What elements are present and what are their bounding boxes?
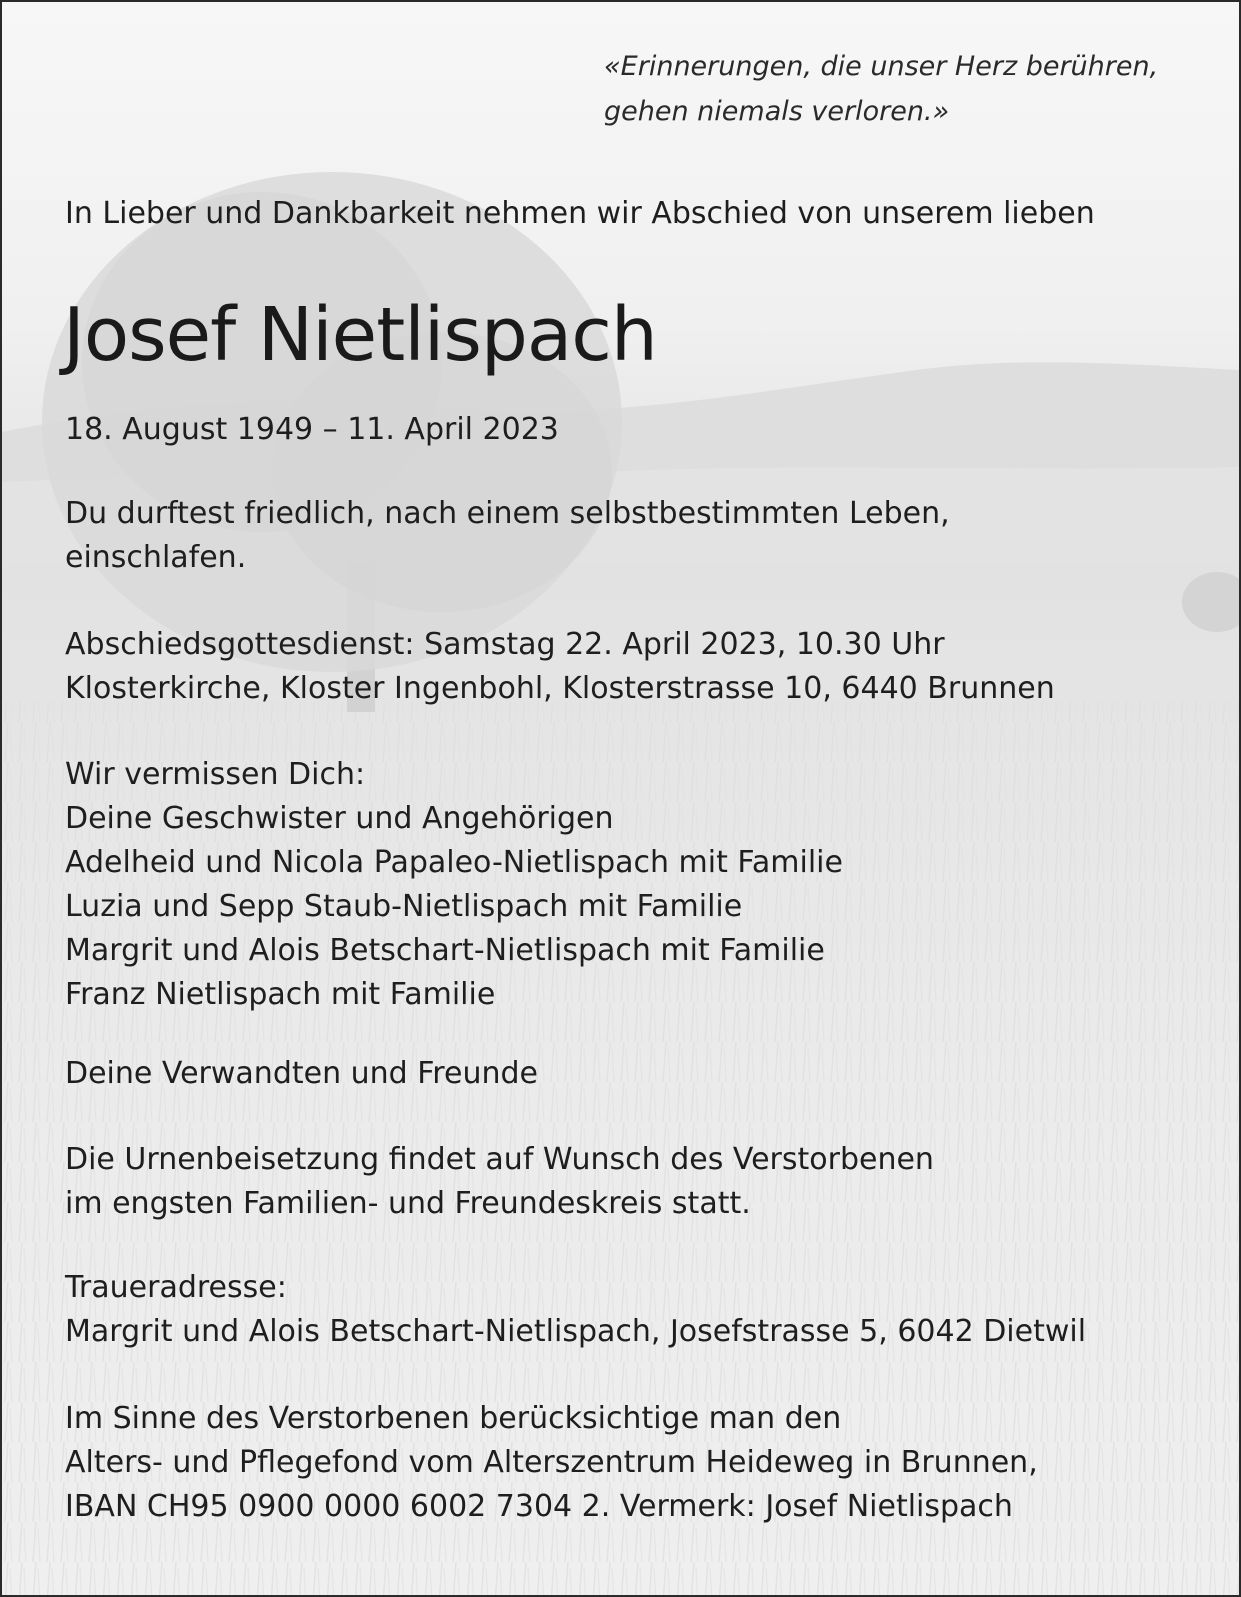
donation-line: Im Sinne des Verstorbenen berücksichtige man den xyxy=(65,1401,842,1436)
service-line: Abschiedsgottesdienst: Samstag 22. April 2023, 10.30 Uhr xyxy=(65,627,945,662)
service-line: Klosterkirche, Kloster Ingenbohl, Klosterstrasse 10, 6440 Brunnen xyxy=(65,671,1055,706)
mourner-item: Franz Nietlispach mit Familie xyxy=(65,977,496,1012)
mourner-item: Deine Geschwister und Angehörigen xyxy=(65,801,614,836)
donation-line: Alters- und Pflegefond vom Alterszentrum Heideweg in Brunnen, xyxy=(65,1445,1038,1480)
mourners-heading: Wir vermissen Dich: xyxy=(65,757,366,792)
motto-quote xyxy=(604,44,1158,134)
farewell-line: einschlafen. xyxy=(65,540,247,575)
mourning-address xyxy=(65,1266,1086,1354)
life-dates: 18. August 1949 – 11. April 2023 xyxy=(65,412,559,447)
obituary-text xyxy=(2,2,1239,1595)
donation-info xyxy=(65,1397,1038,1529)
address-value: Margrit und Alois Betschart-Nietlispach, Josefstrasse 5, 6042 Dietwil xyxy=(65,1314,1087,1349)
service-info xyxy=(65,623,1055,711)
burial-line: Die Urnenbeisetzung findet auf Wunsch des Verstorbenen xyxy=(65,1142,934,1177)
mourner-item: Adelheid und Nicola Papaleo-Nietlispach mit Familie xyxy=(65,845,843,880)
burial-line: im engsten Familien- und Freundeskreis statt. xyxy=(65,1186,751,1221)
mourners-list xyxy=(65,753,843,1017)
motto-line: «Erinnerungen, die unser Herz berühren, xyxy=(604,51,1159,82)
farewell-text xyxy=(65,492,950,580)
deceased-name: Josef Nietlispach xyxy=(63,292,657,378)
farewell-line: Du durftest friedlich, nach einem selbstbestimmten Leben, xyxy=(65,496,950,531)
relatives-text: Deine Verwandten und Freunde xyxy=(65,1056,538,1091)
donation-line: IBAN CH95 0900 0000 6002 7304 2. Vermerk: Josef Nietlispach xyxy=(65,1489,1013,1524)
address-label: Traueradresse: xyxy=(65,1270,287,1305)
mourner-item: Luzia und Sepp Staub-Nietlispach mit Familie xyxy=(65,889,743,924)
motto-line: gehen niemals verloren.» xyxy=(604,96,950,127)
mourner-item: Margrit und Alois Betschart-Nietlispach mit Familie xyxy=(65,933,825,968)
burial-info xyxy=(65,1138,934,1226)
intro-text: In Lieber und Dankbarkeit nehmen wir Abschied von unserem lieben xyxy=(65,196,1095,231)
